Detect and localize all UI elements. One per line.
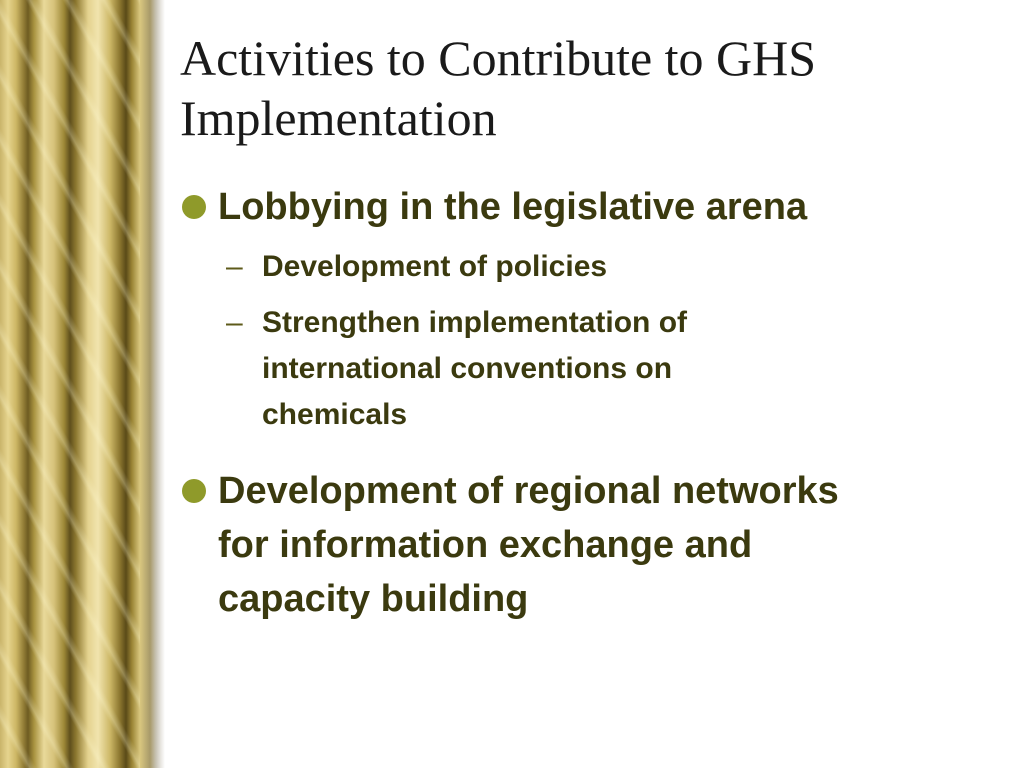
sub-bullet-item-2 [182,300,982,438]
bullet-item-2 [182,464,982,626]
bullet-text-line: capacity building [218,578,529,620]
sub-bullet-text-line: international conventions on [262,352,673,385]
sub-bullet-text-line: Strengthen implementation of [262,306,688,339]
title-line-2: Implementation [180,90,497,146]
bullet-list [182,180,982,636]
slide-title [180,28,1000,148]
bullet-text-line: for information exchange and [218,524,753,566]
sub-bullet-text-line: Development of policies [262,250,608,283]
title-line-1: Activities to Contribute to GHS [180,30,817,86]
dash-marker: – [226,306,243,339]
bullet-text-line: Development of regional networks [218,470,839,512]
bullet-text: Lobbying in the legislative arena [218,186,808,228]
bullet-dot-icon [182,195,206,219]
dash-marker: – [226,250,243,283]
bullet-item-1 [182,180,982,234]
bullet-dot-icon [182,479,206,503]
sub-bullet-text-line: chemicals [262,398,408,431]
sub-bullet-item-1 [182,244,982,290]
decorative-gold-column [0,0,165,768]
